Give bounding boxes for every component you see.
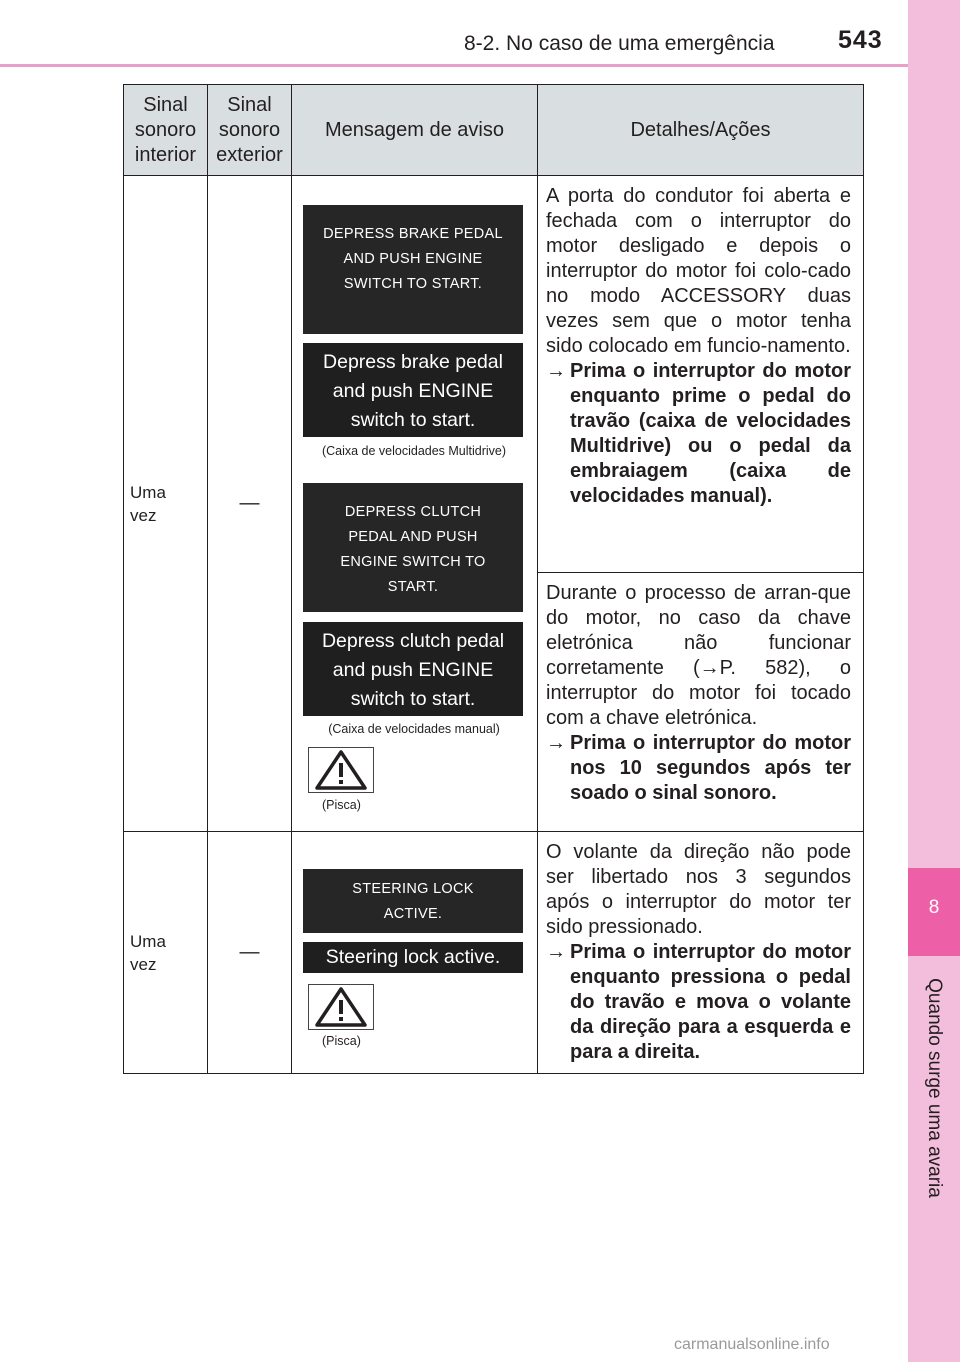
caption-manual: (Caixa de velocidades manual) bbox=[328, 722, 500, 736]
detail-text: Durante o processo de arran-que do motor, no caso da chave eletrónica não funcionar corretamente (→P. 582), o interruptor do motor foi tocado com a chave eletrónica. bbox=[546, 582, 851, 729]
display-clutch-caps: DEPRESS CLUTCH PEDAL AND PUSH ENGINE SWITCH TO START. bbox=[303, 483, 523, 612]
interior-buzzer-cell: Uma vez bbox=[124, 176, 208, 832]
display-brake-caps: DEPRESS BRAKE PEDAL AND PUSH ENGINE SWITCH TO START. bbox=[303, 205, 523, 334]
arrow-icon: → bbox=[546, 360, 566, 382]
interior-buzzer-cell: Uma vez bbox=[124, 832, 208, 1074]
details-cell bbox=[538, 832, 864, 1074]
arrow-icon: → bbox=[546, 732, 566, 754]
caption-flashing: (Pisca) bbox=[322, 798, 361, 812]
header-details: Detalhes/Ações bbox=[538, 85, 864, 176]
detail-action bbox=[546, 359, 851, 509]
warning-triangle-icon bbox=[308, 747, 374, 793]
action-text: Prima o interruptor do motor enquanto prime o pedal do travão (caixa de velocidades Multidrive) ou o pedal da embraiagem (caixa de velocidades manual). bbox=[570, 360, 851, 507]
caption-multidrive: (Caixa de velocidades Multidrive) bbox=[321, 444, 507, 458]
header-warning-message: Mensagem de aviso bbox=[292, 85, 538, 176]
exterior-buzzer-cell: — bbox=[208, 176, 292, 832]
section-title: 8-2. No caso de uma emergência bbox=[464, 32, 775, 55]
display-steering-mixed: Steering lock active. bbox=[303, 942, 523, 973]
warning-message-cell bbox=[292, 832, 538, 1074]
table-row bbox=[124, 176, 864, 573]
detail-text: A porta do condutor foi aberta e fechada com o interruptor do motor desligado e depois o interruptor do motor foi colo-cado no modo ACCESSORY duas vezes sem que o motor tenha sido colocado em funcio-namento. bbox=[546, 185, 851, 357]
page-number: 543 bbox=[838, 26, 883, 54]
table-header-row bbox=[124, 85, 864, 176]
details-cell bbox=[538, 176, 864, 573]
chapter-number: 8 bbox=[928, 897, 940, 918]
exterior-buzzer-cell: — bbox=[208, 832, 292, 1074]
caption-flashing: (Pisca) bbox=[322, 1034, 361, 1048]
arrow-icon: → bbox=[546, 941, 566, 963]
watermark: carmanualsonline.info bbox=[674, 1336, 830, 1353]
warning-triangle-icon bbox=[308, 984, 374, 1030]
display-clutch-mixed: Depress clutch pedal and push ENGINE switch to start. bbox=[303, 622, 523, 716]
warning-table bbox=[123, 84, 864, 1074]
chapter-title: Quando surge uma avaria bbox=[924, 978, 945, 1198]
detail-action bbox=[546, 940, 851, 1065]
header-rule bbox=[0, 64, 908, 67]
action-text: Prima o interruptor do motor enquanto pressiona o pedal do travão e mova o volante da direção para a esquerda e para a direita. bbox=[570, 941, 851, 1063]
detail-action bbox=[546, 731, 851, 806]
header-exterior-buzzer: Sinal sonoro exterior bbox=[208, 85, 292, 176]
display-brake-mixed: Depress brake pedal and push ENGINE switch to start. bbox=[303, 343, 523, 437]
action-text: Prima o interruptor do motor nos 10 segundos após ter soado o sinal sonoro. bbox=[570, 732, 851, 804]
details-cell bbox=[538, 573, 864, 832]
warning-message-cell bbox=[292, 176, 538, 832]
display-steering-caps: STEERING LOCK ACTIVE. bbox=[303, 869, 523, 933]
header-interior-buzzer: Sinal sonoro interior bbox=[124, 85, 208, 176]
table-row bbox=[124, 832, 864, 1074]
detail-text: O volante da direção não pode ser libertado nos 3 segundos após o interruptor do motor ter sido pressionado. bbox=[546, 841, 851, 938]
